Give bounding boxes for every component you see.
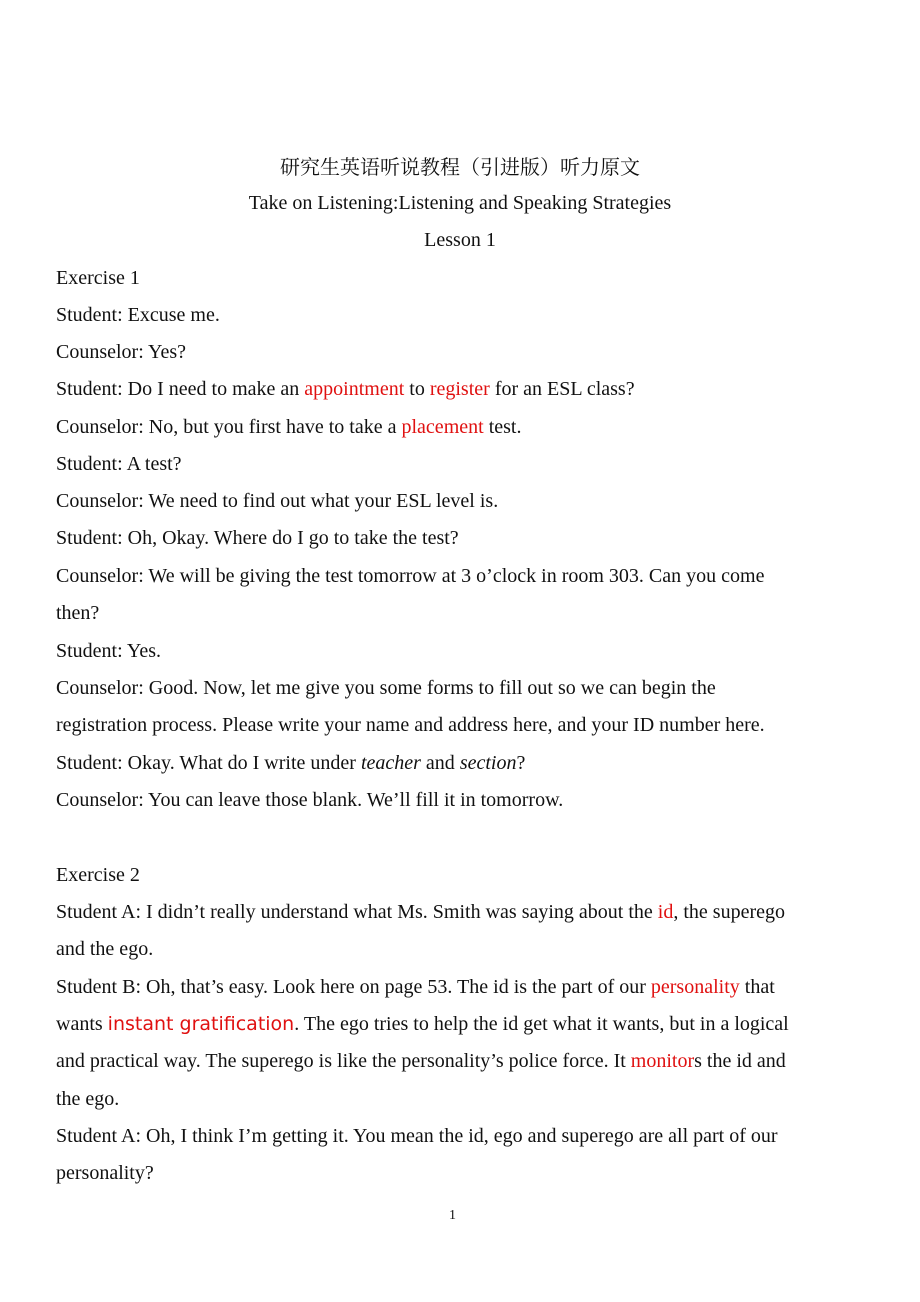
text-segment: Counselor: No, but you first have to take a: [56, 416, 402, 438]
chinese-title: 研究生英语听说教程（引进版）听力原文: [280, 157, 640, 179]
vocabulary-highlight: id: [657, 901, 674, 923]
transcript-line: [56, 416, 856, 439]
text-segment: . The ego tries to help the id get what it wants, but in a logical: [294, 1013, 789, 1035]
text-segment: Exercise 2: [56, 864, 140, 886]
transcript-line: [56, 602, 856, 625]
text-segment: section: [459, 752, 517, 774]
text-segment: then?: [56, 602, 100, 624]
text-segment: Student: Excuse me.: [56, 304, 220, 326]
vocabulary-highlight: register: [429, 378, 490, 400]
transcript-line: [56, 267, 856, 290]
transcript-line: [56, 1088, 856, 1111]
text-segment: and practical way. The superego is like the personality’s police force. It: [56, 1050, 631, 1072]
transcript-line: [56, 640, 856, 663]
vocabulary-highlight: instant gratification: [107, 1013, 295, 1035]
transcript-line: [56, 453, 856, 476]
transcript-line: [56, 976, 856, 999]
text-segment: Counselor: Good. Now, let me give you some forms to fill out so we can begin the: [56, 677, 716, 699]
text-segment: Student: Okay. What do I write under: [56, 752, 361, 774]
transcript-line: [56, 1050, 856, 1073]
text-segment: s the id and: [694, 1050, 786, 1072]
transcript-line: [56, 378, 856, 401]
text-segment: Counselor: We need to find out what your ESL level is.: [56, 490, 499, 512]
transcript-line: [56, 1162, 856, 1185]
text-segment: test.: [483, 416, 522, 438]
text-segment: ?: [516, 752, 526, 774]
transcript-line: [56, 752, 856, 775]
transcript-line: [56, 864, 856, 887]
transcript-line: [56, 789, 856, 812]
english-title: Take on Listening:Listening and Speaking Strategies: [248, 192, 672, 214]
text-segment: Counselor: We will be giving the test tomorrow at 3 o’clock in room 303. Can you come: [56, 565, 765, 587]
text-segment: Student: Oh, Okay. Where do I go to take the test?: [56, 527, 459, 549]
transcript-line: [56, 565, 856, 588]
text-segment: the ego.: [56, 1088, 120, 1110]
text-segment: Student A: I didn’t really understand what Ms. Smith was saying about the: [56, 901, 658, 923]
vocabulary-highlight: appointment: [304, 378, 405, 400]
text-segment: Counselor: Yes?: [56, 341, 187, 363]
text-segment: Student: A test?: [56, 453, 182, 475]
vocabulary-highlight: placement: [401, 416, 484, 438]
text-segment: Exercise 1: [56, 267, 140, 289]
text-segment: teacher: [360, 752, 421, 774]
text-segment: and the ego.: [56, 938, 154, 960]
text-segment: personality?: [56, 1162, 154, 1184]
text-segment: to: [404, 378, 430, 400]
text-segment: Counselor: You can leave those blank. We’ll fill it in tomorrow.: [56, 789, 564, 811]
text-segment: for an ESL class?: [489, 378, 635, 400]
vocabulary-highlight: monitor: [630, 1050, 695, 1072]
text-segment: Student A: Oh, I think I’m getting it. You mean the id, ego and superego are all part of our: [56, 1125, 778, 1147]
text-segment: Student B: Oh, that’s easy. Look here on page 53. The id is the part of our: [56, 976, 651, 998]
text-segment: registration process. Please write your name and address here, and your ID number here.: [56, 714, 765, 736]
text-segment: Student: Yes.: [56, 640, 162, 662]
transcript-line: [56, 901, 856, 924]
transcript-line: [56, 677, 856, 700]
transcript-line: [56, 304, 856, 327]
text-segment: wants: [56, 1013, 108, 1035]
page-number: 1: [449, 1208, 456, 1223]
transcript-line: [56, 1013, 856, 1036]
text-segment: that: [739, 976, 775, 998]
transcript-line: [56, 527, 856, 550]
transcript-line: [56, 1125, 856, 1148]
vocabulary-highlight: personality: [650, 976, 740, 998]
text-segment: and: [420, 752, 460, 774]
text-segment: Student: Do I need to make an: [56, 378, 305, 400]
transcript-line: [56, 714, 856, 737]
transcript-line: [56, 938, 856, 961]
transcript-line: [56, 490, 856, 513]
lesson-heading: Lesson 1: [424, 229, 496, 251]
transcript-line: [56, 341, 856, 364]
text-segment: , the superego: [673, 901, 785, 923]
